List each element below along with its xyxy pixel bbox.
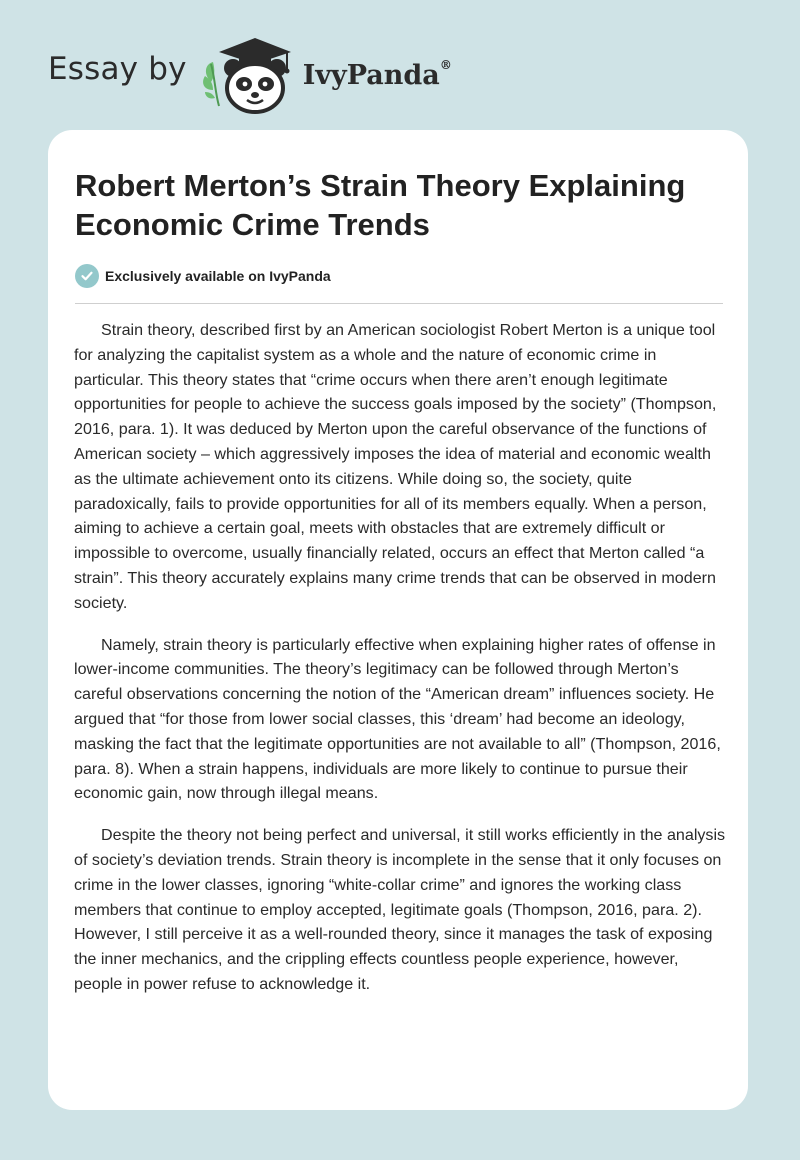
paragraph-3: Despite the theory not being perfect and universal, it still works efficiently in the analysis of society’s deviation trends. Strain theory is incomplete in the sense that it only focuses on crime in the lower classes, ignoring “white-collar crime” and ignores the working class members that continue to employ accepted, legitimate goals (Thompson, 2016, para. 2). However, I still perceive it as a well-rounded theory, since it manages the task of exposing the inner mechanics, and the crippling effects countless people experience, however, people in power refuse to acknowledge it. (74, 826, 726, 993)
exclusive-badge (75, 264, 331, 288)
brand-name (302, 57, 452, 91)
essay-title: Robert Merton’s Strain Theory Explaining Economic Crime Trends (75, 168, 686, 242)
essay-by-label: Essay by (48, 51, 187, 87)
brand-wordmark: IvyPanda (302, 59, 440, 91)
paragraph-1: Strain theory, described first by an American sociologist Robert Merton is a unique tool for analyzing the capitalist system as a whole and the nature of economic crime in particular. This theory states that “crime occurs when there aren’t enough legitimate opportunities for people to achieve the success goals imposed by the society” (Thompson, 2016, para. 1). It was deduced by Merton upon the careful observance of the functions of American society – which aggressively imposes the idea of material and economic wealth as the ultimate achievement onto its citizens. While doing so, the society, quite paradoxically, fails to provide opportunities for all of its members equally. When a person, aiming to achieve a certain goal, meets with obstacles that are extremely difficult or impossible to overcome, usually financially related, occurs an effect that Merton called “a strain”. This theory accurately explains many crime trends that can be observed in modern society. (74, 321, 717, 612)
registered-mark: ® (439, 57, 452, 72)
site-header (48, 34, 452, 114)
checkmark-icon (75, 264, 99, 288)
paragraph-2: Namely, strain theory is particularly effective when explaining higher rates of offense in lower-income communities. The theory’s legitimacy can be followed through Merton’s careful observations concerning the notion of the “American dream” influences society. He argued that “for those from lower social classes, this ‘dream’ had become an ideology, masking the fact that the legitimate opportunities are not available to all” (Thompson, 2016, para. 8). When a strain happens, individuals are more likely to continue to pursue their economic gain, now through illegal means. (74, 635, 721, 803)
divider (75, 303, 723, 304)
ivypanda-logo[interactable] (201, 34, 452, 114)
essay-card (48, 130, 748, 1110)
exclusive-badge-label: Exclusively available on IvyPanda (105, 268, 331, 284)
essay-body (74, 318, 726, 1014)
panda-graduation-cap-icon (201, 34, 299, 114)
leaf-icon (203, 62, 219, 106)
